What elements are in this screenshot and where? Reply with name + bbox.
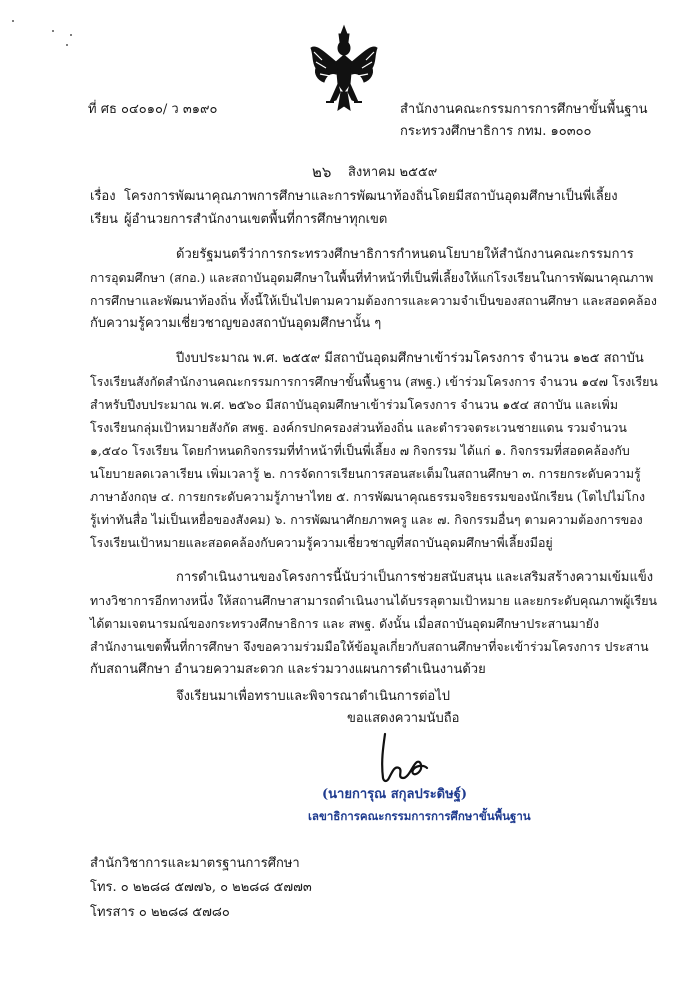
paragraph-1-line: การอุดมศึกษา (สกอ.) และสถาบันอุดมศึกษาในพื้นที่ทำหน้าที่เป็นพี่เลี้ยงให้แก่โรงเรียนในการพัฒนาคุณภาพ [90,270,654,285]
closing-request: จึงเรียนมาเพื่อทราบและพิจารณาดำเนินการต่อไป [176,689,450,704]
paragraph-2-line: ภาษาอังกฤษ ๔. การยกระดับความรู้ภาษาไทย ๕. การพัฒนาคุณธรรมจริยธรรมของนักเรียน (โตไปไม่โกง [90,489,646,504]
handwritten-signature [375,728,445,786]
recipient-label: เรียน [90,212,118,227]
paragraph-2-line: รู้เท่าทันสื่อ ไม่เป็นเหยื่อของสังคม) ๖. การพัฒนาศักยภาพครู และ ๗. กิจกรรมอื่นๆ ตามความต้องการของ [90,512,643,527]
paragraph-2-line: นโยบายลดเวลาเรียน เพิ่มเวลารู้ ๒. การจัดการเรียนการสอนสะเต็มในสถานศึกษา ๓. การยกระดับความรู้ [90,466,641,481]
footer-department: สำนักวิชาการและมาตรฐานการศึกษา [90,856,300,871]
reference-number: ที่ ศธ ๐๔๐๑๐/ ว ๓๑๙๐ [88,102,218,117]
subject-text: โครงการพัฒนาคุณภาพการศึกษาและการพัฒนาท้องถิ่นโดยมีสถาบันอุดมศึกษาเป็นพี่เลี้ยง [124,189,618,204]
paragraph-1-line: การศึกษาและพัฒนาท้องถิ่น ทั้งนี้ให้เป็นไปตามความต้องการและความจำเป็นของสถานศึกษา และสอดคล้อง [90,293,657,308]
paragraph-3-line: ทางวิชาการอีกทางหนึ่ง ให้สถานศึกษาสามารถดำเนินงานได้บรรลุตามเป้าหมาย และยกระดับคุณภาพผู้เรียน [90,593,657,608]
date-day: ๒๖ [312,163,332,181]
paragraph-3-line: การดำเนินงานของโครงการนี้นับว่าเป็นการช่วยสนับสนุน และเสริมสร้างความเข้มแข็ง [176,570,654,585]
signatory-position: เลขาธิการคณะกรรมการการศึกษาขั้นพื้นฐาน [308,809,531,823]
signatory-name: (นายการุณ สกุลประดิษฐ์) [322,787,468,802]
footer-fax: โทรสาร ๐ ๒๒๘๘ ๕๗๘๐ [90,905,230,920]
footer-phone: โทร. ๐ ๒๒๘๘ ๕๗๗๖, ๐ ๒๒๘๘ ๕๗๗๓ [90,880,312,895]
closing-regards: ขอแสดงความนับถือ [347,711,460,726]
paragraph-2-line: ๑,๕๔๐ โรงเรียน โดยกำหนดกิจกรรมที่ทำหน้าที่เป็นพี่เลี้ยง ๗ กิจกรรม ได้แก่ ๑. กิจกรรมที่สอดคล้องกับ [90,443,630,458]
paragraph-2-line: สำหรับปีงบประมาณ พ.ศ. ๒๕๖๐ มีสถาบันอุดมศึกษาเข้าร่วมโครงการ จำนวน ๑๕๔ สถาบัน และเพิ่ม [90,397,619,412]
paragraph-2-line: โรงเรียนเป้าหมายและสอดคล้องกับความรู้ความเชี่ยวชาญที่สถาบันอุดมศึกษาพี่เลี้ยงมีอยู่ [90,535,553,550]
paragraph-3-line: กับสถานศึกษา อำนวยความสะดวก และร่วมวางแผนการดำเนินงานด้วย [90,662,486,677]
subject-label: เรื่อง [90,189,116,204]
issuing-office-address: กระทรวงศึกษาธิการ กทม. ๑๐๓๐๐ [400,124,592,139]
garuda-emblem [308,22,380,118]
recipient-text: ผู้อำนวยการสำนักงานเขตพื้นที่การศึกษาทุกเขต [124,212,388,227]
date-month-year: สิงหาคม ๒๕๕๙ [348,165,438,180]
paragraph-2-line: โรงเรียนกลุ่มเป้าหมายสังกัด สพฐ. องค์กรปกครองส่วนท้องถิ่น และตำรวจตระเวนชายแดน รวมจำนวน [90,420,627,435]
paragraph-3-line: สำนักงานเขตพื้นที่การศึกษา จึงขอความร่วมมือให้ข้อมูลเกี่ยวกับสถานศึกษาที่จะเข้าร่วมโครงการ ประสาน [90,639,649,654]
paragraph-2-line: โรงเรียนสังกัดสำนักงานคณะกรรมการการศึกษาขั้นพื้นฐาน (สพฐ.) เข้าร่วมโครงการ จำนวน ๑๔๗ โรงเรียน [90,374,658,389]
issuing-office: สำนักงานคณะกรรมการการศึกษาขั้นพื้นฐาน [400,102,648,117]
paragraph-1-line: ด้วยรัฐมนตรีว่าการกระทรวงศึกษาธิการกำหนดนโยบายให้สำนักงานคณะกรรมการ [176,247,634,262]
paragraph-1-line: กับความรู้ความเชี่ยวชาญของสถาบันอุดมศึกษานั้น ๆ [90,316,382,331]
paragraph-2-line: ปีงบประมาณ พ.ศ. ๒๕๕๙ มีสถาบันอุดมศึกษาเข้าร่วมโครงการ จำนวน ๑๒๕ สถาบัน [176,351,644,366]
paragraph-3-line: ได้ตามเจตนารมณ์ของกระทรวงศึกษาธิการ และ สพฐ. ดังนั้น เมื่อสถาบันอุดมศึกษาประสานมายัง [90,616,599,631]
